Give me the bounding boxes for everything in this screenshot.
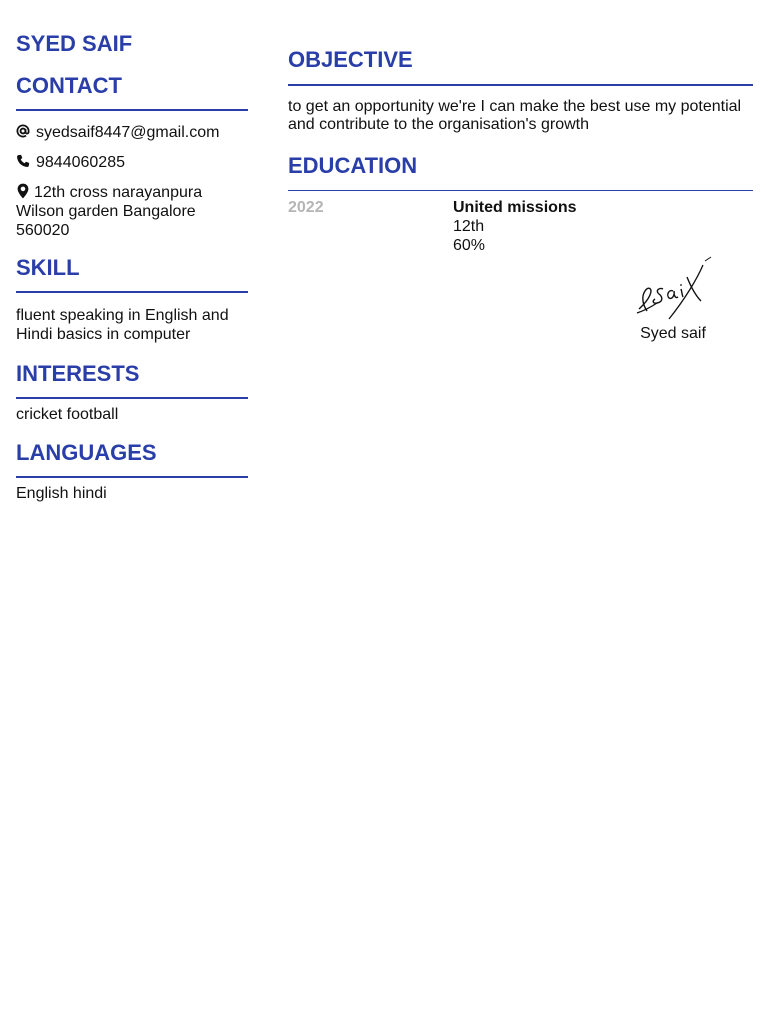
skill-heading: SKILL bbox=[16, 254, 248, 293]
objective-text: to get an opportunity we're I can make the best use my potential and contribute to the organisation's growth bbox=[288, 98, 742, 133]
objective-section bbox=[288, 46, 753, 134]
left-column bbox=[16, 30, 248, 503]
education-score: 60% bbox=[453, 237, 486, 254]
contact-phone-row bbox=[16, 153, 248, 172]
objective-heading: OBJECTIVE bbox=[288, 46, 753, 86]
contact-email[interactable]: syedsaif8447@gmail.com bbox=[36, 124, 220, 141]
contact-list bbox=[16, 123, 248, 240]
education-details bbox=[453, 198, 577, 255]
interests-section bbox=[16, 360, 248, 424]
skill-text: fluent speaking in English and Hindi basics in computer bbox=[16, 307, 229, 343]
candidate-name: SYED SAIF bbox=[16, 31, 133, 56]
languages-text: English hindi bbox=[16, 485, 107, 502]
contact-section bbox=[16, 72, 248, 240]
education-section bbox=[288, 152, 753, 255]
contact-address: 12th cross narayanpura Wilson garden Bangalore 560020 bbox=[16, 184, 203, 239]
at-icon bbox=[16, 123, 30, 139]
education-level: 12th bbox=[453, 218, 485, 235]
contact-address-row bbox=[16, 183, 248, 240]
right-column bbox=[288, 46, 753, 255]
signature-name: Syed saif bbox=[640, 325, 706, 342]
education-entry bbox=[288, 198, 753, 255]
interests-heading: INTERESTS bbox=[16, 360, 248, 399]
languages-section bbox=[16, 439, 248, 503]
education-year: 2022 bbox=[288, 199, 324, 216]
education-school: United missions bbox=[453, 199, 577, 216]
contact-heading: CONTACT bbox=[16, 72, 248, 111]
contact-email-row bbox=[16, 123, 248, 142]
interests-text: cricket football bbox=[16, 406, 119, 423]
skill-section bbox=[16, 254, 248, 344]
phone-icon bbox=[16, 153, 30, 169]
contact-phone: 9844060285 bbox=[36, 154, 125, 171]
signature-image bbox=[633, 255, 713, 323]
education-heading: EDUCATION bbox=[288, 152, 753, 191]
signature-block bbox=[628, 255, 718, 343]
location-pin-icon bbox=[16, 183, 30, 199]
languages-heading: LANGUAGES bbox=[16, 439, 248, 478]
